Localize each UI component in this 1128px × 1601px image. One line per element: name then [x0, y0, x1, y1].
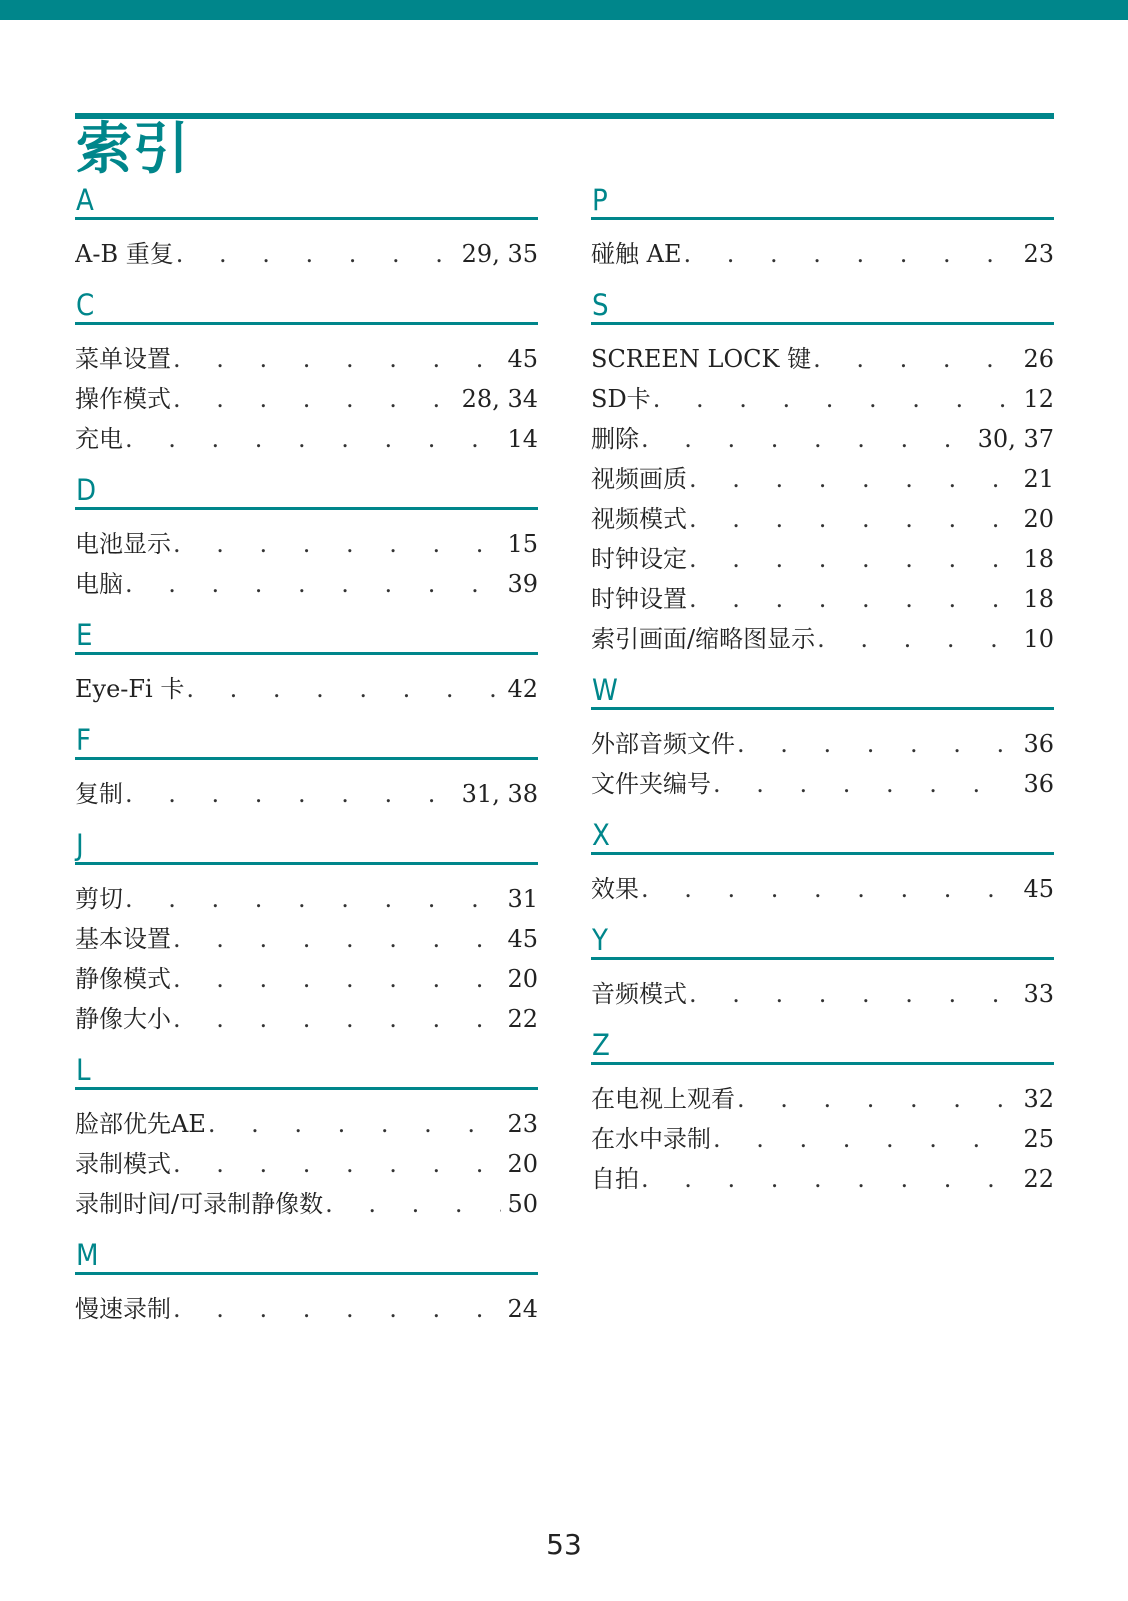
index-section-m [75, 1238, 538, 1329]
index-entry [591, 339, 1054, 379]
index-section-j [75, 828, 538, 1039]
dot-leader [817, 619, 1017, 659]
entry-term: 文件夹编号 [591, 770, 711, 798]
entry-term: 删除 [591, 425, 639, 453]
entry-page-ref: 45 [507, 345, 538, 373]
entry-page-ref: 39 [507, 570, 538, 598]
section-letter: A [76, 183, 94, 217]
index-entry [591, 499, 1054, 539]
index-section-f [75, 723, 538, 814]
section-letter: W [592, 673, 618, 707]
index-entry [591, 1159, 1054, 1199]
entry-term: 视频模式 [591, 505, 687, 533]
dot-leader [176, 234, 456, 274]
dot-leader [173, 1144, 501, 1184]
index-entry [75, 1184, 538, 1224]
dot-leader [173, 524, 501, 564]
dot-leader [125, 419, 501, 459]
entry-page-ref: 20 [1023, 505, 1054, 533]
entry-page-ref: 33 [1023, 980, 1054, 1008]
index-entry [75, 339, 538, 379]
index-section-z [591, 1028, 1054, 1199]
index-entry [75, 919, 538, 959]
index-section-x [591, 818, 1054, 909]
entry-page-ref: 36 [1023, 770, 1054, 798]
entry-page-ref: 15 [507, 530, 538, 558]
dot-leader [641, 869, 1017, 909]
section-letter: L [76, 1053, 91, 1087]
section-letter: Z [592, 1028, 610, 1062]
entry-page-ref: 45 [507, 925, 538, 953]
dot-leader [641, 1159, 1017, 1199]
section-letter: M [76, 1238, 99, 1272]
entry-term: 静像模式 [75, 965, 171, 993]
entry-term: Eye-Fi 卡 [75, 675, 185, 703]
dot-leader [689, 459, 1017, 499]
index-entry [591, 234, 1054, 274]
dot-leader [713, 1119, 1017, 1159]
index-section-a [75, 183, 538, 274]
page-number: 53 [546, 1528, 582, 1561]
dot-leader [173, 339, 501, 379]
entry-term: 碰触 AE [591, 240, 682, 268]
index-entry [591, 419, 1054, 459]
entry-term: 在电视上观看 [591, 1085, 735, 1113]
entry-list [75, 669, 538, 709]
entry-page-ref: 18 [1023, 585, 1054, 613]
entry-list [75, 1289, 538, 1329]
entry-page-ref: 36 [1023, 730, 1054, 758]
dot-leader [737, 724, 1017, 764]
entry-term: SCREEN LOCK 键 [591, 345, 812, 373]
entry-page-ref: 14 [507, 425, 538, 453]
section-rule [591, 1062, 1054, 1065]
entry-page-ref: 23 [1023, 240, 1054, 268]
section-letter: Y [592, 923, 608, 957]
index-entry [75, 524, 538, 564]
dot-leader [208, 1104, 502, 1144]
entry-term: 静像大小 [75, 1005, 171, 1033]
entry-term: 视频画质 [591, 465, 687, 493]
dot-leader [689, 974, 1017, 1014]
index-entry [75, 669, 538, 709]
index-entry [591, 579, 1054, 619]
entry-term: 充电 [75, 425, 123, 453]
entry-list [75, 879, 538, 1039]
dot-leader [125, 564, 501, 604]
dot-leader [689, 539, 1017, 579]
section-letter: D [76, 473, 97, 507]
entry-list [591, 234, 1054, 274]
entry-list [75, 234, 538, 274]
page-title: 索引 [76, 117, 190, 182]
index-entry [75, 879, 538, 919]
index-entry [75, 1289, 538, 1329]
entry-term: 时钟设定 [591, 545, 687, 573]
index-entry [591, 539, 1054, 579]
entry-page-ref: 22 [507, 1005, 538, 1033]
index-section-l [75, 1053, 538, 1224]
section-rule [591, 707, 1054, 710]
entry-term: 慢速录制 [75, 1295, 171, 1323]
index-section-c [75, 288, 538, 459]
section-letter: X [592, 818, 610, 852]
dot-leader [689, 579, 1017, 619]
dot-leader [125, 879, 501, 919]
entry-term: 外部音频文件 [591, 730, 735, 758]
dot-leader [125, 774, 456, 814]
entry-list [75, 774, 538, 814]
entry-term: 录制时间/可录制静像数 [75, 1190, 324, 1218]
section-rule [75, 217, 538, 220]
index-entry [591, 619, 1054, 659]
entry-term: 复制 [75, 780, 123, 808]
entry-page-ref: 24 [507, 1295, 538, 1323]
index-entry [75, 774, 538, 814]
section-letter: E [76, 618, 93, 652]
section-rule [75, 1087, 538, 1090]
entry-list [75, 339, 538, 459]
entry-page-ref: 45 [1023, 875, 1054, 903]
dot-leader [683, 234, 1017, 274]
section-letter: F [76, 723, 92, 757]
entry-list [591, 974, 1054, 1014]
index-entry [591, 724, 1054, 764]
entry-term: 基本设置 [75, 925, 171, 953]
entry-list [591, 724, 1054, 804]
index-entry [591, 1119, 1054, 1159]
index-entry [591, 764, 1054, 804]
dot-leader [689, 499, 1017, 539]
section-rule [591, 852, 1054, 855]
section-letter: C [76, 288, 95, 322]
section-rule [75, 652, 538, 655]
entry-term: A-B 重复 [75, 240, 174, 268]
top-color-band [0, 0, 1128, 20]
index-entry [75, 1104, 538, 1144]
entry-page-ref: 42 [507, 675, 538, 703]
entry-term: 在水中录制 [591, 1125, 711, 1153]
entry-term: 自拍 [591, 1165, 639, 1193]
section-rule [75, 1272, 538, 1275]
index-section-d [75, 473, 538, 604]
entry-page-ref: 20 [507, 965, 538, 993]
index-entry [75, 564, 538, 604]
section-rule [591, 217, 1054, 220]
section-letter: J [76, 828, 84, 862]
dot-leader [173, 999, 501, 1039]
entry-term: 音频模式 [591, 980, 687, 1008]
entry-term: 效果 [591, 875, 639, 903]
entry-list [591, 1079, 1054, 1199]
dot-leader [325, 1184, 501, 1224]
entry-term: 电脑 [75, 570, 123, 598]
title-rule [75, 113, 1054, 119]
index-entry [75, 959, 538, 999]
index-section-e [75, 618, 538, 709]
entry-page-ref: 18 [1023, 545, 1054, 573]
index-column-left [75, 183, 538, 1343]
entry-term: 录制模式 [75, 1150, 171, 1178]
entry-page-ref: 31, 38 [461, 780, 538, 808]
entry-term: 剪切 [75, 885, 123, 913]
index-entry [591, 974, 1054, 1014]
index-entry [591, 459, 1054, 499]
section-rule [591, 322, 1054, 325]
index-entry [75, 234, 538, 274]
entry-page-ref: 12 [1023, 385, 1054, 413]
entry-page-ref: 30, 37 [977, 425, 1054, 453]
entry-term: 菜单设置 [75, 345, 171, 373]
dot-leader [737, 1079, 1017, 1119]
index-entry [591, 379, 1054, 419]
section-rule [75, 862, 538, 865]
entry-list [591, 339, 1054, 659]
index-section-p [591, 183, 1054, 274]
index-column-right [591, 183, 1054, 1213]
section-rule [75, 757, 538, 760]
entry-term: SD卡 [591, 385, 651, 413]
entry-term: 操作模式 [75, 385, 171, 413]
index-entry [75, 379, 538, 419]
entry-page-ref: 28, 34 [461, 385, 538, 413]
entry-list [75, 1104, 538, 1224]
index-entry [75, 419, 538, 459]
index-section-w [591, 673, 1054, 804]
entry-page-ref: 23 [507, 1110, 538, 1138]
entry-page-ref: 10 [1023, 625, 1054, 653]
entry-list [591, 869, 1054, 909]
index-section-s [591, 288, 1054, 659]
entry-page-ref: 25 [1023, 1125, 1054, 1153]
entry-page-ref: 50 [507, 1190, 538, 1218]
dot-leader [641, 419, 972, 459]
dot-leader [813, 339, 1017, 379]
entry-term: 电池显示 [75, 530, 171, 558]
dot-leader [173, 379, 456, 419]
entry-term: 时钟设置 [591, 585, 687, 613]
dot-leader [713, 764, 1017, 804]
entry-page-ref: 32 [1023, 1085, 1054, 1113]
entry-term: 索引画面/缩略图显示 [591, 625, 816, 653]
entry-page-ref: 31 [507, 885, 538, 913]
entry-term: 脸部优先AE [75, 1110, 206, 1138]
index-entry [75, 1144, 538, 1184]
entry-page-ref: 21 [1023, 465, 1054, 493]
entry-page-ref: 29, 35 [461, 240, 538, 268]
entry-page-ref: 22 [1023, 1165, 1054, 1193]
dot-leader [173, 959, 501, 999]
section-rule [75, 322, 538, 325]
index-entry [591, 1079, 1054, 1119]
section-rule [75, 507, 538, 510]
index-section-y [591, 923, 1054, 1014]
entry-list [75, 524, 538, 604]
index-entry [591, 869, 1054, 909]
entry-page-ref: 26 [1023, 345, 1054, 373]
section-rule [591, 957, 1054, 960]
dot-leader [186, 669, 501, 709]
section-letter: P [592, 183, 608, 217]
dot-leader [173, 1289, 501, 1329]
dot-leader [173, 919, 501, 959]
section-letter: S [592, 288, 609, 322]
index-entry [75, 999, 538, 1039]
entry-page-ref: 20 [507, 1150, 538, 1178]
dot-leader [653, 379, 1018, 419]
